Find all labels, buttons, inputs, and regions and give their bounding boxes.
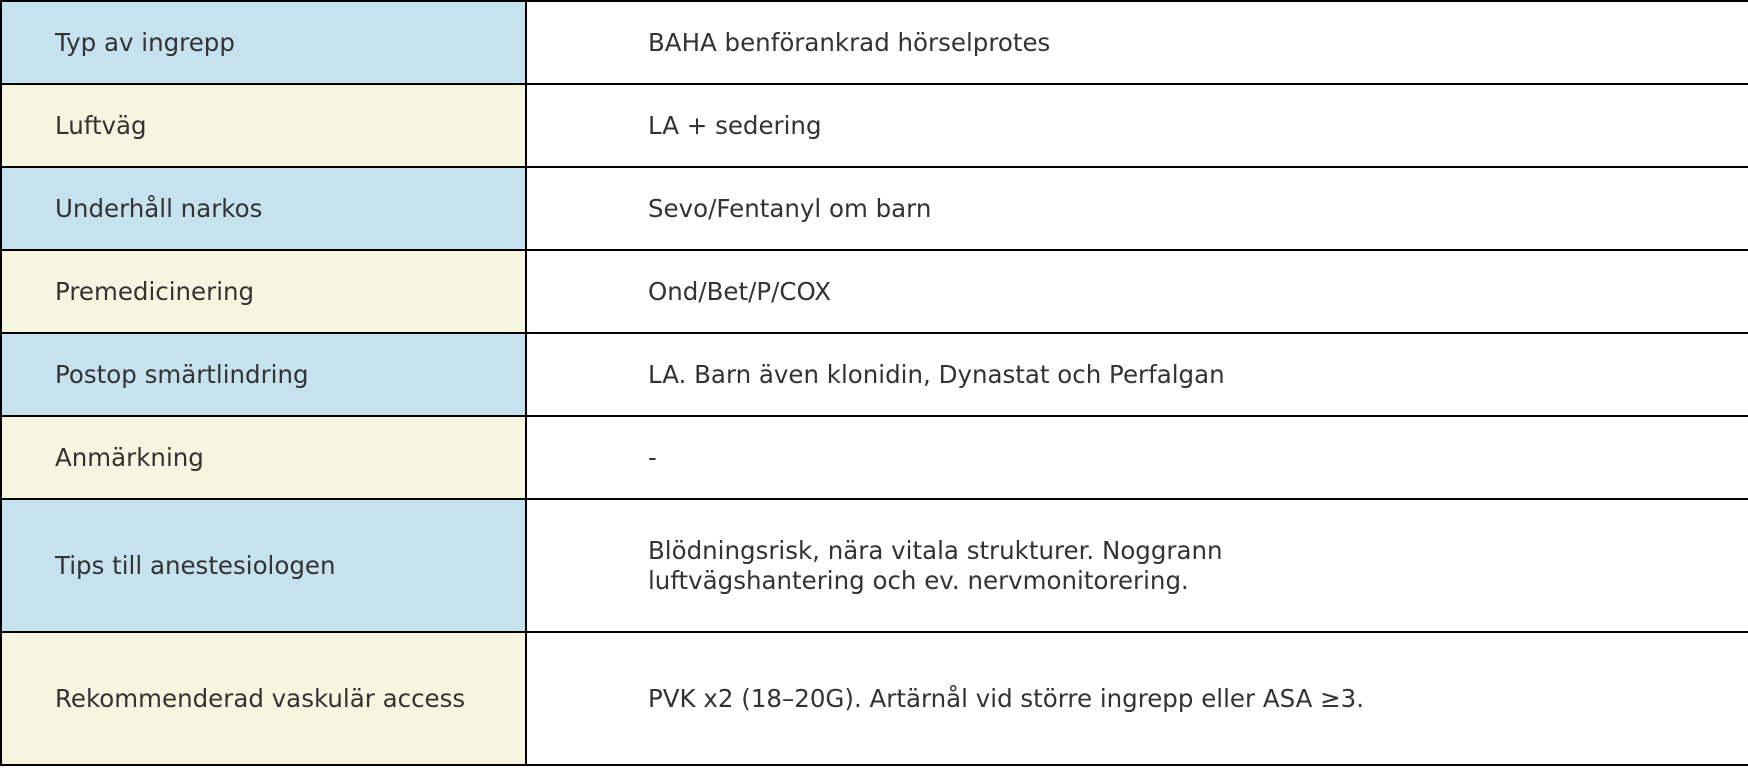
row-label-vascular-access: Rekommenderad vaskulär access (1, 632, 526, 765)
row-label-premedication: Premedicinering (1, 250, 526, 333)
row-label-procedure-type: Typ av ingrepp (1, 1, 526, 84)
row-value-airway: LA + sedering (526, 84, 1748, 167)
table-row (1, 499, 1748, 632)
row-value-premedication: Ond/Bet/P/COX (526, 250, 1748, 333)
row-label-remark: Anmärkning (1, 416, 526, 499)
table-row (1, 84, 1748, 167)
table-row (1, 1, 1748, 84)
table-row (1, 416, 1748, 499)
row-label-airway: Luftväg (1, 84, 526, 167)
row-value-remark: - (526, 416, 1748, 499)
row-label-anesthesia-maintenance: Underhåll narkos (1, 167, 526, 250)
row-value-anesthesia-maintenance: Sevo/Fentanyl om barn (526, 167, 1748, 250)
row-value-anesthesiologist-tips: Blödningsrisk, nära vitala strukturer. Noggrann luftvägshantering och ev. nervmonitorering. (526, 499, 1748, 632)
row-value-vascular-access: PVK x2 (18–20G). Artärnål vid större ingrepp eller ASA ≥3. (526, 632, 1748, 765)
table-row (1, 632, 1748, 765)
row-label-anesthesiologist-tips: Tips till anestesiologen (1, 499, 526, 632)
table-row (1, 250, 1748, 333)
row-value-procedure-type: BAHA benförankrad hörselprotes (526, 1, 1748, 84)
row-value-postop-pain-relief: LA. Barn även klonidin, Dynastat och Perfalgan (526, 333, 1748, 416)
table-row (1, 333, 1748, 416)
table-row (1, 167, 1748, 250)
row-label-postop-pain-relief: Postop smärtlindring (1, 333, 526, 416)
